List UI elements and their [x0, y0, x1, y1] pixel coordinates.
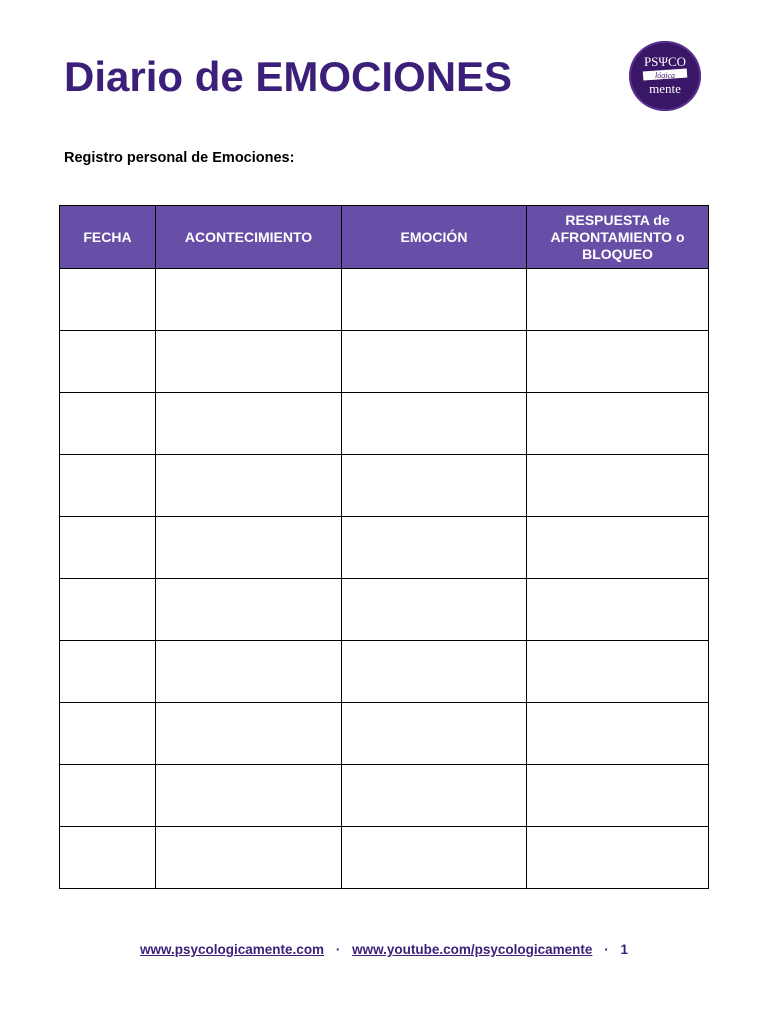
table-cell[interactable] — [156, 455, 342, 517]
table-cell[interactable] — [527, 579, 709, 641]
table-cell[interactable] — [60, 455, 156, 517]
header-emocion: EMOCIÓN — [342, 206, 527, 269]
table-cell[interactable] — [156, 331, 342, 393]
table-cell[interactable] — [527, 765, 709, 827]
table-cell[interactable] — [60, 269, 156, 331]
table-cell[interactable] — [60, 703, 156, 765]
table-cell[interactable] — [342, 331, 527, 393]
table-cell[interactable] — [342, 579, 527, 641]
header-fecha: FECHA — [60, 206, 156, 269]
footer — [0, 942, 768, 957]
table-cell[interactable] — [156, 703, 342, 765]
table-body — [60, 269, 709, 889]
table-cell[interactable] — [60, 517, 156, 579]
table-cell[interactable] — [342, 827, 527, 889]
table-row — [60, 827, 709, 889]
table-cell[interactable] — [60, 579, 156, 641]
table-cell[interactable] — [527, 393, 709, 455]
table-cell[interactable] — [156, 765, 342, 827]
table-cell[interactable] — [60, 765, 156, 827]
emotion-diary-table — [59, 205, 709, 889]
table-cell[interactable] — [527, 641, 709, 703]
logo-line-3: mente — [649, 81, 681, 96]
table-cell[interactable] — [342, 641, 527, 703]
table-cell[interactable] — [342, 455, 527, 517]
psycologicamente-logo — [629, 41, 701, 111]
table-cell[interactable] — [342, 393, 527, 455]
table-row — [60, 455, 709, 517]
table-row — [60, 331, 709, 393]
table-cell[interactable] — [60, 827, 156, 889]
youtube-link[interactable]: www.youtube.com/psycologicamente — [352, 942, 593, 957]
subtitle: Registro personal de Emociones: — [64, 150, 295, 166]
table-cell[interactable] — [342, 703, 527, 765]
table-cell[interactable] — [156, 641, 342, 703]
table-row — [60, 393, 709, 455]
table-row — [60, 517, 709, 579]
table-cell[interactable] — [60, 393, 156, 455]
header-acontecimiento: ACONTECIMIENTO — [156, 206, 342, 269]
table-cell[interactable] — [527, 455, 709, 517]
table-cell[interactable] — [156, 269, 342, 331]
website-link[interactable]: www.psycologicamente.com — [140, 942, 325, 957]
table-cell[interactable] — [156, 827, 342, 889]
footer-separator: · — [335, 942, 341, 957]
table-row — [60, 579, 709, 641]
table-cell[interactable] — [156, 517, 342, 579]
table-cell[interactable] — [342, 517, 527, 579]
logo-line-2: lógica — [655, 71, 675, 80]
table-cell[interactable] — [527, 703, 709, 765]
table-row — [60, 765, 709, 827]
table-row — [60, 703, 709, 765]
page-number: 1 — [620, 942, 628, 957]
table-cell[interactable] — [527, 517, 709, 579]
footer-separator: · — [604, 942, 609, 957]
page-title: Diario de EMOCIONES — [64, 53, 513, 100]
table-cell[interactable] — [342, 269, 527, 331]
header-respuesta: RESPUESTA de AFRONTAMIENTO o BLOQUEO — [527, 206, 709, 269]
table-row — [60, 269, 709, 331]
table-cell[interactable] — [156, 393, 342, 455]
table-cell[interactable] — [60, 331, 156, 393]
table-cell[interactable] — [527, 827, 709, 889]
table-row — [60, 641, 709, 703]
table-cell[interactable] — [342, 765, 527, 827]
table-header-row — [60, 206, 709, 269]
logo-line-1: PSΨCO — [643, 54, 687, 69]
table-cell[interactable] — [527, 331, 709, 393]
table-cell[interactable] — [60, 641, 156, 703]
table-cell[interactable] — [527, 269, 709, 331]
table-cell[interactable] — [156, 579, 342, 641]
